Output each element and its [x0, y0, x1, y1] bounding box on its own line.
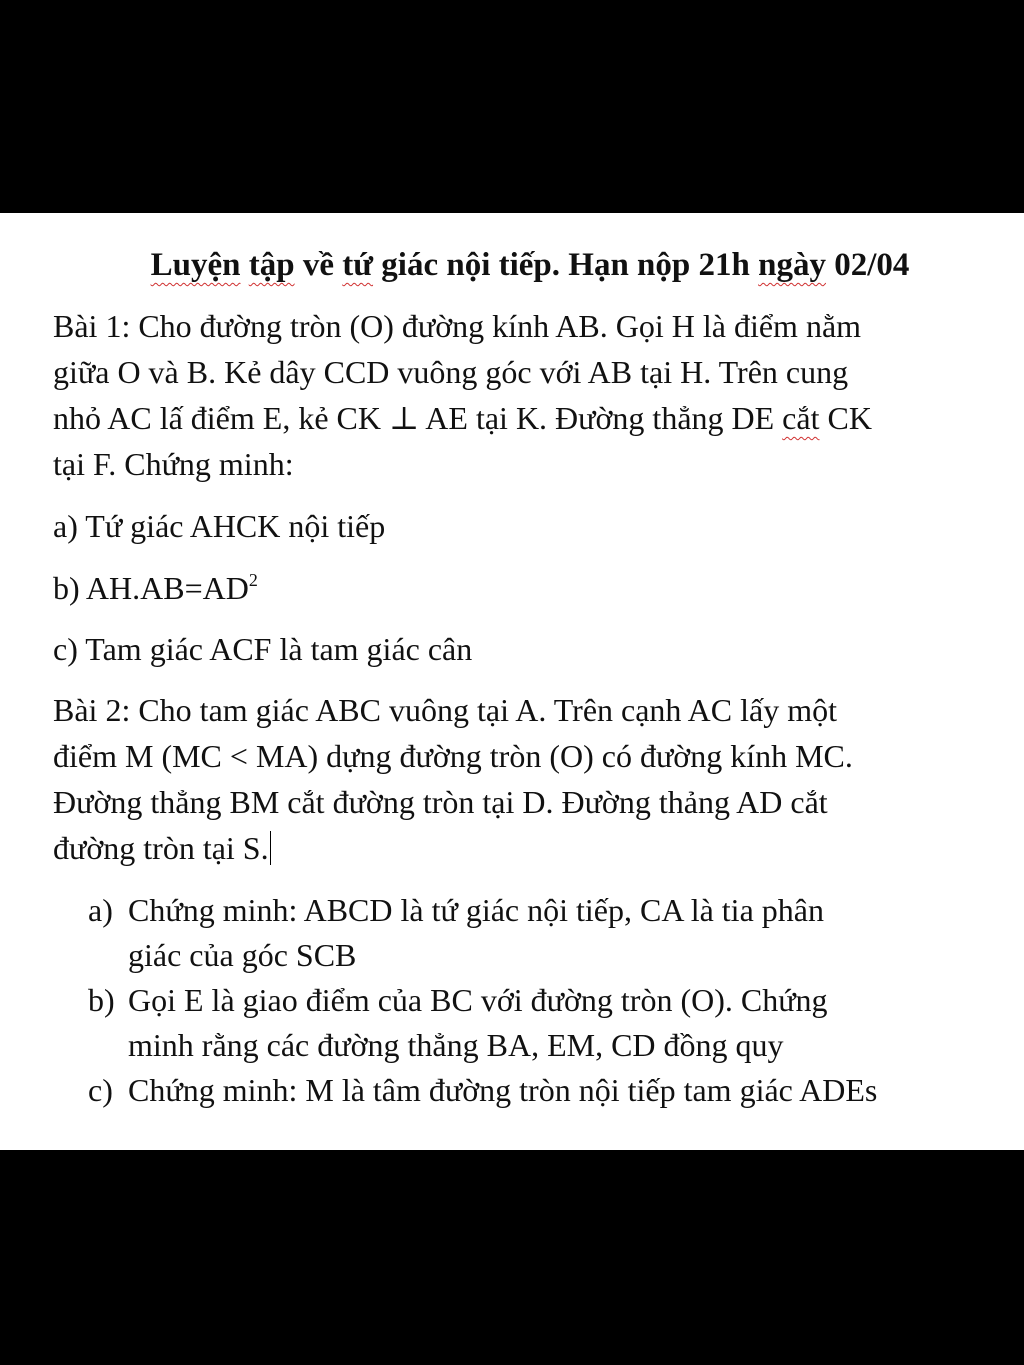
list-marker: b) [88, 982, 115, 1018]
title-word-spellcheck: tứ [342, 247, 374, 283]
bai2-line: điểm M (MC < MA) dựng đường tròn (O) có đường kính MC. [53, 738, 853, 774]
title-word-spellcheck: ngày [758, 247, 826, 283]
spellcheck-word: cắt [782, 400, 820, 436]
document-page [0, 213, 1024, 1150]
title-word-spellcheck: Luyện [150, 247, 241, 283]
bai1-line: Bài 1: Cho đường tròn (O) đường kính AB. Gọi H là điểm nằm [53, 308, 862, 344]
bai1-part-a: a) Tứ giác AHCK nội tiếp [53, 508, 386, 544]
list-marker: a) [88, 892, 113, 928]
text-cursor [270, 831, 271, 865]
document-title: Luyện tập về tứ giác nội tiếp. Hạn nộp 21h ngày 02/04 [150, 247, 910, 283]
bai2-item-c: c) Chứng minh: M là tâm đường tròn nội tiếp tam giác ADEs [88, 1068, 998, 1113]
bai1-part-c: c) Tam giác ACF là tam giác cân [53, 631, 473, 667]
list-marker: c) [88, 1072, 113, 1108]
bai2-subquestions [88, 888, 998, 1113]
bai2-item-b: b) Gọi E là giao điểm của BC với đường tròn (O). Chứng minh rằng các đường thẳng BA, EM, CD đồng quy [88, 978, 998, 1068]
bai2-statement [53, 687, 993, 871]
bai2-line: Bài 2: Cho tam giác ABC vuông tại A. Trên cạnh AC lấy một [53, 692, 837, 728]
title-word-spellcheck: tập [248, 247, 295, 283]
bai2-item-a: a) Chứng minh: ABCD là tứ giác nội tiếp, CA là tia phân giác của góc SCB [88, 888, 998, 978]
bai2-line: Đường thẳng BM cắt đường tròn tại D. Đường thảng AD cắt [53, 784, 828, 820]
bai2-line: đường tròn tại S. [53, 830, 269, 866]
bai1-line: giữa O và B. Kẻ dây CCD vuông góc với AB tại H. Trên cung [53, 354, 849, 390]
bai1-line: tại F. Chứng minh: [53, 446, 294, 482]
bai1-statement [53, 303, 993, 487]
superscript: 2 [248, 570, 258, 590]
bai1-part-b: b) $AH.AB=AD^2$ [53, 570, 258, 606]
bai1-line: nhỏ AC lấ điểm E, kẻ CK ⊥ AE tại K. Đường thẳng DE cắt CK [53, 400, 872, 436]
